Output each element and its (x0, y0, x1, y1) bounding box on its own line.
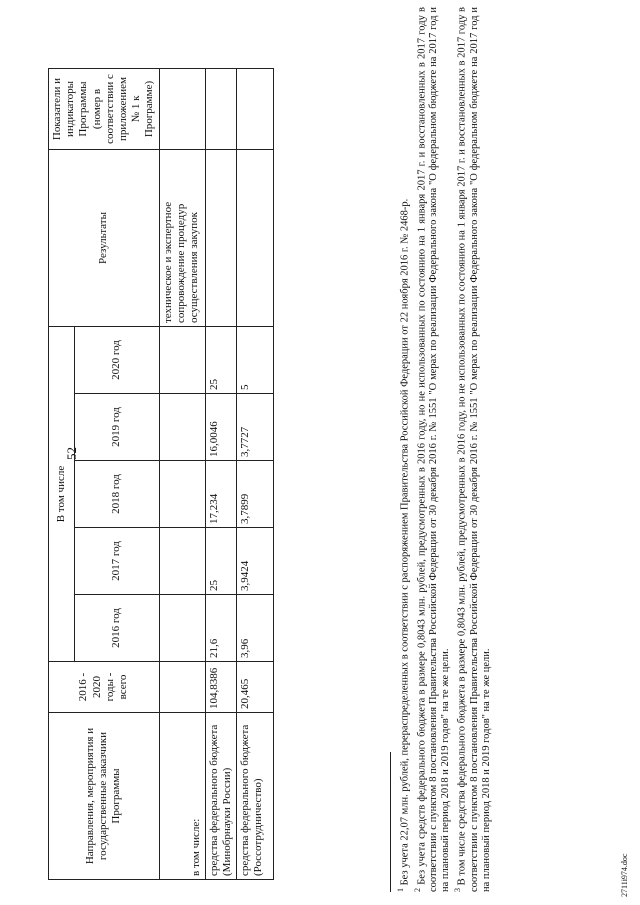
footnote-mark: 1 (396, 888, 405, 892)
row-2016: 21,6 (205, 595, 236, 662)
blank-cell (159, 327, 205, 394)
footnote-mark: 3 (453, 888, 462, 892)
blank-cell (159, 595, 205, 662)
row-2017: 3,9424 (237, 528, 274, 595)
footnote-text: В том числе средства федерального бюджета в размере 0,8043 млн. рублей, предусмотренных в 2016 году, но не использованных по состоянию на 1 января 2017 г. и восстановленных в 2017 году в соответствии с пунктом 8 постановления Правительства Российской Федерации от 30 декабря 2016 г. № 1551 "О мерах по реализации Федерального закона "О федеральном бюджете на 2017 год и на плановый период 2018 и 2019 годов" на те же цели. (456, 7, 492, 892)
blank-cell (237, 69, 274, 150)
footnote-text: Без учета 22,07 млн. рублей, перераспределенных в соответствии с распоряжением Правительства Российской Федерации от 22 ноября 2016 г. № 2468-р. (399, 198, 411, 886)
page-number: 52 (64, 447, 79, 460)
result-continued: техническое и экспертное сопровождение процедур осуществления закупок (159, 150, 205, 327)
footnotes (390, 7, 493, 892)
blank-cell (159, 69, 205, 150)
footnote-rule (390, 752, 391, 892)
sub-label (159, 713, 205, 880)
blank-cell (237, 150, 274, 327)
document-id: 2711i974.doc (620, 853, 629, 897)
row-total: 104,8386 (205, 662, 236, 713)
header-total: 2016 - 2020 годы - всего (49, 662, 160, 713)
header-row (49, 69, 75, 880)
row-2018: 17,234 (205, 461, 236, 528)
row-2016: 3,96 (237, 595, 274, 662)
header-year-2019: 2019 год (74, 394, 159, 461)
row-2020: 5 (237, 327, 274, 394)
sub-label-text: в том числе: (189, 818, 202, 876)
row-label-minobrnauki: средства федерального бюджета (Минобрнауки России) (205, 713, 236, 880)
blank-cell (205, 69, 236, 150)
blank-cell (159, 461, 205, 528)
table-row (205, 69, 236, 880)
footnote (452, 7, 493, 892)
row-total: 20,465 (237, 662, 274, 713)
header-year-2017: 2017 год (74, 528, 159, 595)
blank-cell (159, 528, 205, 595)
table-row (237, 69, 274, 880)
row-label-rossotrudnichestvo: средства федерального бюджета (Россотрудничество) (237, 713, 274, 880)
blank-cell (159, 662, 205, 713)
row-2019: 16,0046 (205, 394, 236, 461)
footnote (395, 7, 412, 892)
program-table (48, 68, 274, 880)
header-year-2018: 2018 год (74, 461, 159, 528)
row-2020: 25 (205, 327, 236, 394)
header-in-that: В том числе (49, 327, 75, 662)
header-indicators: Показатели и индикаторы Программы (номер в соответствии с приложением № 1 к Программе) (49, 69, 160, 150)
table-row (159, 69, 205, 880)
footnote (412, 7, 453, 892)
row-2018: 3,7899 (237, 461, 274, 528)
footnote-mark: 2 (412, 888, 422, 892)
header-directions: Направления, мероприятия и государственные заказчики Программы (49, 713, 160, 880)
blank-cell (159, 394, 205, 461)
footnote-text: Без учета средств федерального бюджета в размере 0,8043 млн. рублей, предусмотренных в 2016 году, но не использованных по состоянию на 1 января 2017 г. и восстановленных в 2017 году в соответствии с пунктом 8 постановления Правительства Российской Федерации от 30 декабря 2016 г. № 1551 "О мерах по реализации Федерального закона "О федеральном бюджете на 2017 год и на плановый период 2018 и 2019 годов" на те же цели. (416, 6, 451, 892)
row-2019: 3,7727 (237, 394, 274, 461)
header-results: Результаты (49, 150, 160, 327)
header-year-2016: 2016 год (74, 595, 159, 662)
blank-cell (205, 150, 236, 327)
row-2017: 25 (205, 528, 236, 595)
header-year-2020: 2020 год (74, 327, 159, 394)
